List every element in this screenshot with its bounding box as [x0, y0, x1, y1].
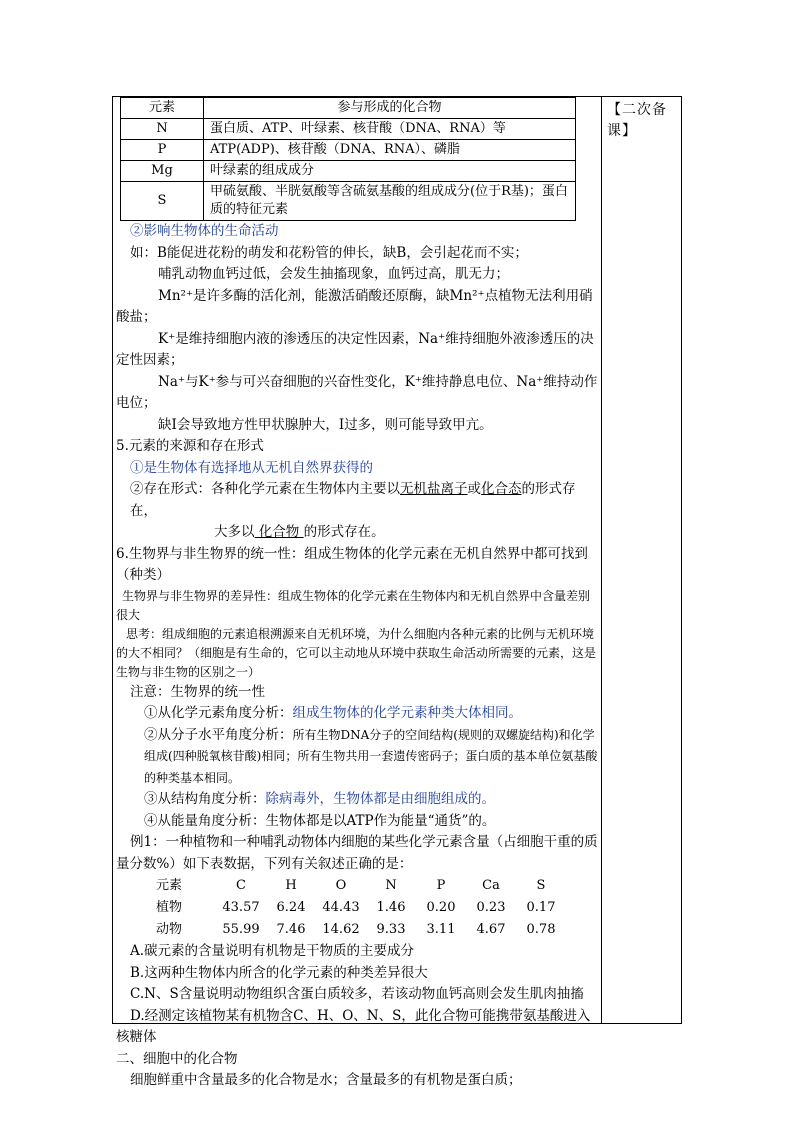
text-line: ②影响生物体的生命活动: [130, 223, 279, 239]
text-line: ①是生物体有选择地从无机自然界获得的: [130, 459, 373, 476]
text-line: 注意：生物界的统一性: [130, 683, 265, 700]
element-table: [120, 97, 576, 221]
option-c: C.N、S含量说明动物组织含蛋白质较多，若该动物血钙高则会发生肌肉抽搐: [130, 986, 584, 1002]
text-line: ④从能量角度分析：生物体都是以ATP作为能量“通货”的。: [144, 812, 496, 829]
text-line: 大多以 化合物 的形式存在。: [214, 524, 385, 540]
text-line: ①从化学元素角度分析：组成生物体的化学元素种类大体相同。: [144, 705, 522, 721]
table-row: S 甲硫氨酸、半胱氨酸等含硫氨基酸的组成成分(位于R基)；蛋白质的特征元素: [121, 182, 576, 221]
text-line: Na⁺与K⁺参与可兴奋细胞的兴奋性变化，K⁺维持静息电位、Na⁺维持动作电位；: [116, 373, 598, 411]
section-heading: 6.生物界与非生物界的统一性：组成生物体的化学元素在无机自然界中都可找到（种类）: [116, 545, 588, 583]
element-table-header: 元素 参与形成的化合物: [121, 98, 576, 119]
text-line: K⁺是维持细胞内液的渗透压的决定性因素，Na⁺维持细胞外液渗透压的决定性因素；: [116, 330, 594, 368]
element-content-table: [156, 875, 566, 941]
table-row: Mg 叶绿素的组成成分: [121, 161, 576, 182]
text-line: Mn²⁺是许多酶的活化剂，能激活硝酸还原酶，缺Mn²⁺点植物无法利用硝酸盐；: [116, 287, 593, 325]
text-line: 思考：组成细胞的元素追根溯源来自无机环境，为什么细胞内各种元素的比例与无机环境的大不相同？（细胞是有生命的，它可以主动地从环境中获取生命活动所需要的元素，这是生物与非生物的区别之一）: [116, 626, 597, 679]
option-d: D.经测定该植物某有机物含C、H、O、N、S，此化合物可能携带氨基酸进入核糖体: [116, 1007, 591, 1045]
table-row: 动物 55.99 7.46 14.62 9.33 3.11 4.67 0.78: [156, 922, 556, 937]
question-stem: 例1：一种植物和一种哺乳动物体内细胞的某些化学元素含量（占细胞干重的质量分数%）如下表数据，下列有关叙述正确的是：: [116, 834, 598, 872]
option-a: A.碳元素的含量说明有机物是干物质的主要成分: [130, 943, 415, 959]
text-line: 缺I会导致地方性甲状腺肿大，I过多，则可能导致甲亢。: [158, 416, 493, 433]
table-row: 植物 43.57 6.24 44.43 1.46 0.20 0.23 0.17: [156, 900, 556, 915]
text-line: 生物界与非生物界的差异性：组成生物体的化学元素在生物体内和无机自然界中含量差别很大: [116, 588, 591, 622]
side-note: 【二次备课】: [607, 102, 667, 139]
table-row: N 蛋白质、ATP、叶绿素、核苷酸（DNA、RNA）等: [121, 119, 576, 140]
option-b: B.这两种生物体内所含的化学元素的种类差异很大: [130, 964, 428, 981]
text-line: ②存在形式：各种化学元素在生物体内主要以无机盐离子或化合态的形式存在，: [130, 481, 576, 519]
text-line: 如：B能促进花粉的萌发和花粉管的伸长，缺B，会引起花而不实；: [130, 244, 528, 261]
section-heading: 二、细胞中的化合物: [116, 1050, 238, 1067]
text-line: 细胞鲜重中含量最多的化合物是水；含量最多的有机物是蛋白质；: [130, 1072, 522, 1088]
table-row: P ATP(ADP)、核苷酸（DNA、RNA）、磷脂: [121, 140, 576, 161]
main-content: [116, 97, 600, 1092]
text-line: ②从分子水平角度分析：所有生物DNA分子的空间结构(规则的双螺旋结构)和化学组成(四种脱氧核苷酸)相同；所有生物共用一套遗传密码子；蛋白质的基本单位氨基酸的种类基本相同。: [144, 726, 598, 785]
section-heading: 5.元素的来源和存在形式: [116, 438, 264, 454]
table-row: 元素 C H O N P Ca S: [156, 878, 546, 893]
text-line: 哺乳动物血钙过低，会发生抽搐现象，血钙过高，肌无力；: [158, 266, 509, 282]
column-divider: [601, 96, 602, 1024]
text-line: ③从结构角度分析：除病毒外，生物体都是由细胞组成的。: [144, 791, 495, 807]
